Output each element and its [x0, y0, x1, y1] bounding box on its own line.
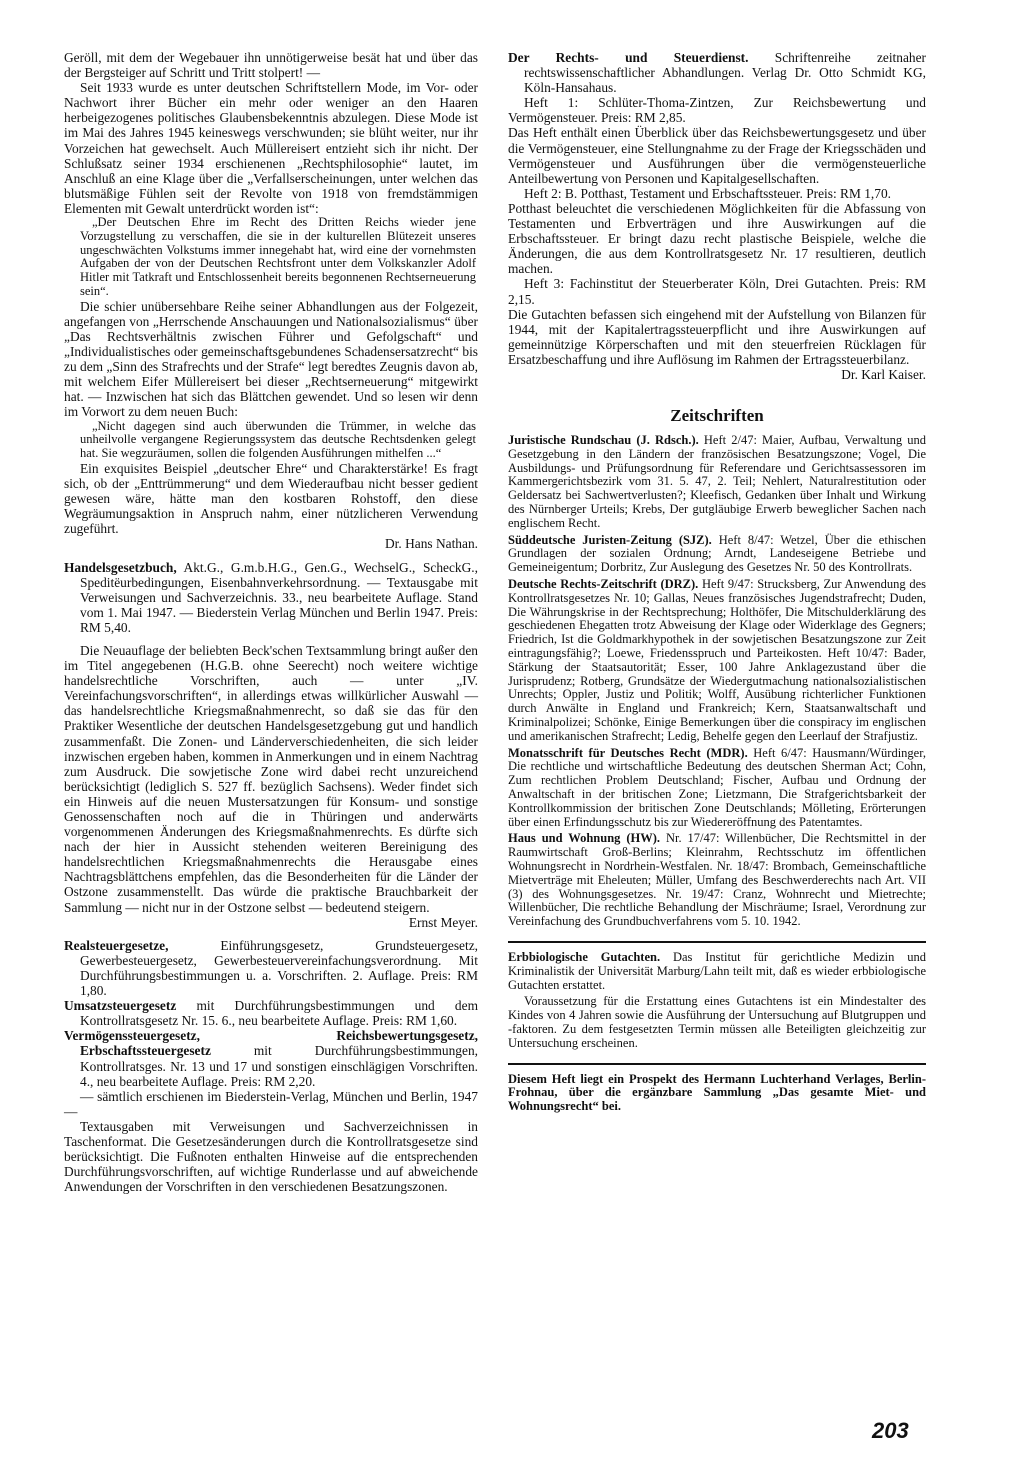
- author-signature: Ernst Meyer.: [408, 914, 478, 930]
- paragraph: Seit 1933 wurde es unter deutschen Schriftstellern Mode, im Vor- oder Nachwort ihrer Bücher ein mehr oder weniger an den Haaren herbeigezogenes politisches Glaubensbekenntnis abzulegen. Diese Mode ist im Mai des Jahres 1945 keineswegs verschwunden; sie blüht weiter, nur ihr Vorzeichen hat gewechselt. Auch Müllereisert entzieht sich ihr nicht. Der Schlußsatz seiner 1934 erschienenen „Rechtsphilosophie“ lautet, im Anschluß an eine Klage über die „Verfallserscheinungen, unter welchen das blutsmäßige Fühlen seit der Revolte von 1918 von fremdstämmigen Elementen mit Gewalt unterdrückt worden ist“:: [64, 80, 478, 216]
- notice-paragraph: Voraussetzung für die Erstattung eines Gutachtens ist ein Mindestalter des Kindes von 4 Jahren sowie die Ausführung der Untersuchung auf Blutgruppen und -faktoren. Zu dem festgesetzten Termin müssen alle Beteiligten gleichzeitig zur Untersuchung erscheinen.: [508, 994, 926, 1050]
- author-signature: Dr. Hans Nathan.: [385, 536, 478, 552]
- block-quote: [64, 216, 478, 299]
- book-entry: [64, 938, 478, 998]
- book-title: Umsatzsteuergesetz: [64, 998, 177, 1014]
- journal-list: [508, 434, 926, 929]
- publisher-note: — sämtlich erschienen im Biederstein-Verlag, München und Berlin, 1947 —: [64, 1088, 478, 1119]
- book-details: Einführungsgesetz, Grundsteuergesetz, Gewerbesteuergesetz, Gewerbesteuervereinfachungsverordnung. Mit Durchführungsbestimmungen u. a. Vorschriften. 2. Auflage. Preis: RM 1,80.: [80, 937, 478, 999]
- book-title: Realsteuergesetze,: [64, 937, 169, 953]
- journal-title: Monatsschrift für Deutsches Recht (MDR).: [508, 745, 748, 760]
- book-entry: [508, 50, 926, 95]
- journal-entry: [508, 747, 926, 830]
- notice-title: Erbbiologische Gutachten.: [508, 949, 661, 964]
- quote-text: „Der Deutschen Ehre im Recht des Dritten Reichs wieder jene Vorzugstellung zu verschaffen, die sie in der kulturellen Blütezeit unseres ungeschwächten Volkstums immer innegehabt hat, wird eine der vornehmsten Aufgaben der von der Deutschen Rechtsfront unter dem Volkskanzler Adolf Hitler mit Tatkraft und Entschlossenheit bereits begonnenen Rechtserneuerung sein“.: [80, 215, 476, 299]
- paragraph: Potthast beleuchtet die verschiedenen Möglichkeiten für die Abfassung von Testamenten und Erbverträgen und ihre Auswirkungen auf die Erbschaftssteuer. Er bringt dazu recht plastische Beispiele, welche die Änderungen, die aus dem Kontrollratsgesetz Nr. 17 resultieren, deutlich machen.: [508, 200, 926, 277]
- journal-entry: [508, 832, 926, 929]
- journal-title: Deutsche Rechts-Zeitschrift (DRZ).: [508, 577, 699, 592]
- notice-text: Das Institut für gerichtliche Medizin und Kriminalistik der Universität Marburg/Lahn teilt mit, daß es wieder erbbiologische Gutachten erstattet.: [508, 949, 926, 992]
- journal-contents: Nr. 17/47: Willenbücher, Die Rechtsmittel in der Raumwirtschaft Groß-Berlins; Kleinrahm, Rechtsschutz im öffentlichen Wohnungsrecht in Nordrhein-Westfalen. Nr. 18/47: Brombach, Gemeinschaftliche Mietverträge mit Eheleuten; Müller, Umfang des Beschwerderechts nach Art. VII (3) des Wohnungsgesetzes. Nr. 19/47: Cranz, Wohnrecht und Mietrechte; Willenbücher, Die rechtliche Behandlung der Mischräume; Israel, Verordnung zur Vereinfachung des Grundbuchverfahrens vom 5. 10. 1942.: [508, 831, 926, 929]
- quote-text: „Nicht dagegen sind auch überwunden die Trümmer, in welche das unheilvolle vergangene Regierungssystem das deutsche Rechtsdenken gelegt hat. Sie wegzuräumen, sollen die folgenden Ausführungen mithelfen ...“: [80, 418, 476, 461]
- book-title: Vermögenssteuergesetz, Reichsbewertungsgesetz, Erbschaftssteuergesetz: [64, 1028, 478, 1059]
- paragraph: Ein exquisites Beispiel „deutscher Ehre“ und Charakterstärke! Es fragt sich, ob der „Enttrümmerung“ und dem Wiederaufbau nicht besser gedient gewesen wäre, hätte man den kostbaren Rohstoff, den diese Wegräumungsaktion in Anspruch nahm, einer nützlicheren Verwendung zugeführt.: [64, 460, 478, 537]
- journal-title: Süddeutsche Juristen-Zeitung (SJZ).: [508, 532, 712, 547]
- journal-entry: [508, 534, 926, 575]
- book-details: mit Durchführungsbestimmungen und dem Kontrollratsgesetz Nr. 15. 6., neu bearbeitete Auflage. Preis: RM 1,60.: [80, 998, 478, 1029]
- book-details: mit Durchführungsbestimmungen, Kontrollratsges. Nr. 13 und 17 und sonstigen einschlägigen Vorschriften. 4., neu bearbeitete Auflage. Preis: RM 2,20.: [80, 1043, 478, 1089]
- insert-notice: Diesem Heft liegt ein Prospekt des Hermann Luchterhand Verlages, Berlin-Frohnau, über die ergänzbare Sammlung „Das gesamte Miet- und Wohnungsrecht“ bei.: [508, 1071, 926, 1114]
- issue-entry: Heft 3: Fachinstitut der Steuerberater Köln, Drei Gutachten. Preis: RM 2,15.: [508, 276, 926, 307]
- divider: [508, 1063, 926, 1065]
- issue-entry: Heft 2: B. Potthast, Testament und Erbschaftssteuer. Preis: RM 1,70.: [524, 185, 892, 201]
- paragraph: Das Heft enthält einen Überblick über das Reichsbewertungsgesetz und über die Vermögensteuer, eine Stellungnahme zu der Frage der Kriegsschäden und Vermögensteuer und Ausführungen über die vermögensteuerliche Anteilbewertung von Personen und Kapitalgesellschaften.: [508, 125, 926, 186]
- journal-title: Haus und Wohnung (HW).: [508, 831, 661, 846]
- section-heading: Zeitschriften: [670, 406, 764, 426]
- page-number: 203: [872, 1418, 909, 1443]
- book-entry: [64, 560, 478, 635]
- paragraph: Textausgaben mit Verweisungen und Sachverzeichnissen in Taschenformat. Die Gesetzesänderungen durch die Kontrollratsgesetze sind berücksichtigt. Die Fußnoten enthalten Hinweise auf die entsprechenden Durchführungsvorschriften, auf wichtige Runderlasse und auf abweichende Anwendungen der Vorschriften in den verschiedenen Besatzungszonen.: [64, 1118, 478, 1195]
- author-signature: Dr. Karl Kaiser.: [841, 366, 926, 382]
- notice-block: [508, 951, 926, 1051]
- paragraph: Die schier unübersehbare Reihe seiner Abhandlungen aus der Folgezeit, angefangen von „Herrschende Anschauungen und Nationalsozialismus“ über „Das Rechtsverhältnis zwischen Führer und Gefolgschaft“ und „Individualistisches oder gemeinschaftsgebundenes Schadensersatzrecht“ bis zu dem „Sinn des Strafrechts und der Strafe“ legt beredtes Zeugnis davon ab, mit welchem Eifer Müllereisert bei dieser „Rechtserneuerung“ mitgewirkt hat. — Inzwischen hat sich das Blättchen gewendet. Und so lesen wir denn im Vorwort zu dem neuen Buch:: [64, 298, 478, 420]
- journal-entry: [508, 434, 926, 531]
- right-column: [508, 50, 926, 1114]
- journal-contents: Heft 2/47: Maier, Aufbau, Verwaltung und Gesetzgebung in den Ländern der französischen Besatzungszone; Vogel, Die Ausbildungs- und Prüfungsordnung für Referendare und Gerichtsassessoren im Kammergerichtsbezirk vom 31. 5. 47, 2. Teil; Nehlert, Naturalrestitution oder Geldersatz bei Sachwertverlusten?; Kleefisch, Gedanken über Inhalt und Wirkung des Nürnberger Urteils; Krebs, Der gutgläubige Erwerb beweglicher Sachen nach englischem Recht.: [508, 433, 926, 530]
- paragraph: Die Neuauflage der beliebten Beck'schen Textsammlung bringt außer den im Titel angegebenen (H.G.B. ohne Seerecht) noch weitere wichtige handelsrechtliche Vorschriften, auch — unter „IV. Vereinfachungsvorschriften“, in allerdings etwas willkürlicher Auswahl — das handelsrechtliche Kriegsmaßnahmenrecht, so daß sie das für den Praktiker Wesentliche der deutschen Handelsgesetzgebung gut und handlich zusammenfaßt. Die Zonen- und Länderverschiedenheiten, die sich leider inzwischen ergeben haben, kommen in Anmerkungen und in einem Nachtrag zum Ausdruck. Die sowjetische Zone wird dabei recht unzureichend berücksichtigt (lediglich S. 527 ff. bezüglich Sachsens). Weder findet sich ein Hinweis auf die neuen Mustersatzungen für Konsum- und sonstige Genossenschaften noch auf die in Thüringen und anderwärts vorgenommenen Änderungen des Kriegsmaßnahmenrechts. Es dürfte sich nach der hier in Aussicht stehenden weiteren Bereinigung des handelsrechtlichen Kriegsmaßnahmenrechts die Herausgabe eines Nachtragsblättchens empfehlen, das die Besonderheiten für die Länder der Ostzone zusammenstellt. Das würde die praktische Brauchbarkeit der Sammlung — nicht nur in der Ostzone selbst — bedeutend steigern.: [64, 642, 478, 915]
- book-details: Schriftenreihe zeitnaher rechtswissenschaftlicher Abhandlungen. Verlag Dr. Otto Schmidt KG, Köln-Hansahaus.: [524, 50, 927, 96]
- journal-contents: Heft 9/47: Strucksberg, Zur Anwendung des Kontrollratsgesetzes Nr. 10; Gallas, Neues französisches Jugendstrafrecht; Duden, Die Währungskrise in der Rechtsprechung; Holthöfer, Die Mitschulderklärung des geschiedenen Ehegatten trotz Abweisung der Klage oder Widerklage des Gegners; Friedrich, Ist die Goldmarkhypothek in der sowjetischen Besatzungszone zur Zeit eintragungsfähig?; Loewe, Friedensspruch und Parteikosten. Heft 10/47: Bader, Stärkung der Staatsautorität; Esser, 100 Jahre Anklagezustand über die Jurisprudenz; Rotberg, Grundsätze der Wiedergutmachung nationalsozialistischen Unrechts; Oppler, Justiz und Politik; Wolff, Ausübung richterlicher Funktionen durch Anwälte in England und Frankreich; Kern, Staatsanwaltschaft und Kriminalpolizei; Schönke, Einige Bemerkungen über die conspiracy im englischen und amerikanischen Strafrecht; Ledig, Behelfe gegen den Leerlauf der Strafjustiz.: [508, 577, 926, 743]
- book-title: Handelsgesetzbuch,: [64, 559, 177, 575]
- journal-title: Juristische Rundschau (J. Rdsch.).: [508, 433, 699, 448]
- journal-entry: [508, 578, 926, 744]
- book-entry: [64, 1028, 478, 1088]
- book-details: Akt.G., G.m.b.H.G., Gen.G., WechselG., ScheckG., Speditëurbedingungen, Eisenbahnverkehrsordnung. — Textausgabe mit Verweisungen und Sachverzeichnis. 33., neu bearbeitete Auflage. Stand vom 1. Mai 1947. — Biederstein Verlag München und Berlin 1947. Preis: RM 5,40.: [80, 559, 478, 635]
- journal-contents: Heft 6/47: Hausmann/Würdinger, Die rechtliche und wirtschaftliche Bedeutung des deutschen Sherman Act; Cohn, Zum rechtlichen Problem Deutschland; Fischer, Aufbau und Ordnung der Anwaltschaft in der britischen Zone; Lietzmann, Die Strafgerichtsbarkeit der Kontrollkommission der britischen Zone Deutschlands; Mölleting, Erörterungen über einen Erfindungsschutz bis zur Wiedereröffnung des Patentamtes.: [508, 745, 927, 829]
- divider: [508, 941, 926, 943]
- book-title: Der Rechts- und Steuerdienst.: [508, 50, 749, 65]
- left-column: [64, 50, 478, 1194]
- block-quote: [64, 420, 478, 461]
- paragraph: Die Gutachten befassen sich eingehend mit der Aufstellung von Bilanzen für 1944, mit der Kapitalertragssteuerpflicht und ihre Auswirkungen auf gemeinnützige Körperschaften und mit den steuerfreien Rücklagen für Ersatzbeschaffung und ihre Auflösung im Rahmen der Ertragssteuerbilanz.: [508, 306, 926, 367]
- issue-entry: Heft 1: Schlüter-Thoma-Zintzen, Zur Reichsbewertung und Vermögensteuer. Preis: RM 2,85.: [508, 95, 926, 126]
- journal-contents: Heft 8/47: Wetzel, Über die ethischen Grundlagen der sozialen Ordnung; Arndt, Landeseigene Betriebe und Gemeineigentum; Dorbritz, Zur Auslegung des Gesetzes Nr. 50 des Kontrollrats.: [508, 532, 926, 575]
- notice-paragraph: [508, 951, 926, 992]
- book-entry: [64, 998, 478, 1028]
- paragraph: Geröll, mit dem der Wegebauer ihn unnötigerweise besät hat und über das der Bergsteiger auf Schritt und Tritt stolpert! —: [64, 50, 478, 81]
